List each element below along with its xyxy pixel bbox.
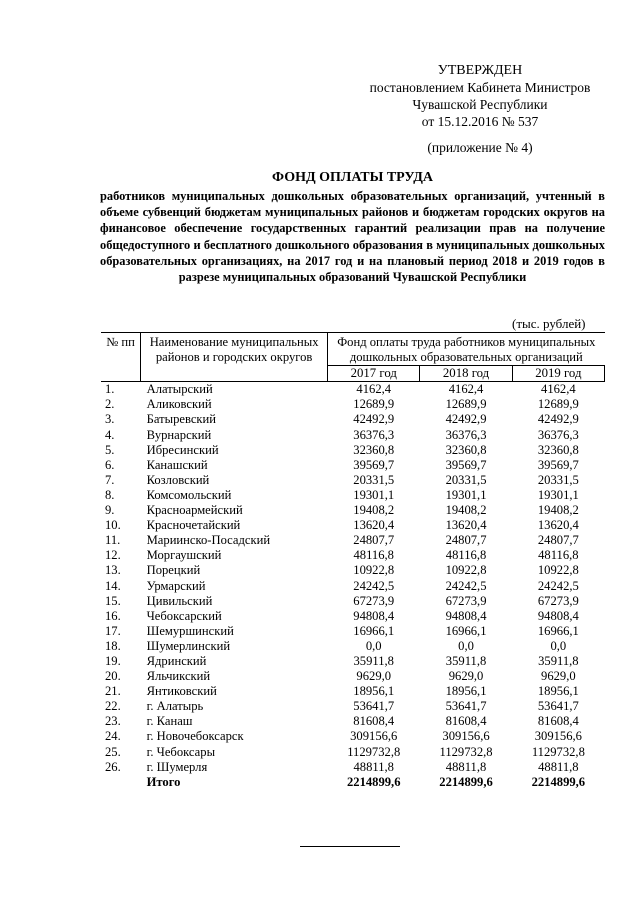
value-2019: 0,0 [550, 638, 567, 653]
row-number: 11. [105, 533, 121, 548]
row-number: 14. [105, 578, 121, 593]
value-2017: 19301,1 [353, 487, 395, 502]
value-2018: 67273,9 [445, 593, 487, 608]
value-2018: 24242,5 [445, 578, 487, 593]
value-2017: 53641,7 [353, 699, 395, 714]
total-2017: 2214899,6 [346, 774, 401, 789]
value-2019: 12689,9 [537, 397, 579, 412]
row-number: 15. [105, 593, 121, 608]
table-row [101, 548, 605, 563]
value-2019: 19301,1 [537, 487, 579, 502]
value-2019: 53641,7 [537, 699, 579, 714]
municipality-name: Цивильский [146, 593, 213, 608]
municipality-name: Батыревский [146, 412, 217, 427]
value-2019: 18956,1 [537, 684, 579, 699]
municipality-name: Яльчикский [146, 669, 211, 684]
value-2018: 53641,7 [445, 699, 487, 714]
value-2018: 39569,7 [445, 457, 487, 472]
value-2019: 48116,8 [538, 548, 579, 563]
value-2019: 39569,7 [537, 457, 579, 472]
table-row [101, 488, 605, 503]
value-2017: 67273,9 [353, 593, 395, 608]
municipality-name: г. Шумерля [146, 759, 208, 774]
table-row [101, 745, 605, 760]
table-row [101, 654, 605, 669]
value-2017: 1129732,8 [347, 744, 401, 759]
value-2019: 94808,4 [537, 608, 579, 623]
value-2019: 36376,3 [537, 427, 579, 442]
table-row [101, 639, 605, 654]
municipality-name: Козловский [146, 472, 210, 487]
row-number: 6. [105, 457, 115, 472]
value-2017: 24807,7 [353, 533, 395, 548]
header-year-2019: 2019 год [512, 366, 604, 382]
table-row [101, 443, 605, 458]
row-number: 13. [105, 563, 121, 578]
table-row [101, 669, 605, 684]
municipality-name: Красночетайский [146, 518, 241, 533]
row-number: 20. [105, 669, 121, 684]
municipality-name: Моргаушский [146, 548, 222, 563]
municipality-name: г. Алатырь [146, 699, 204, 714]
value-2018: 309156,6 [442, 729, 490, 744]
value-2018: 24807,7 [445, 533, 487, 548]
value-2019: 20331,5 [537, 472, 579, 487]
value-2018: 10922,8 [445, 563, 487, 578]
row-number: 9. [105, 503, 115, 518]
table-row [101, 397, 605, 412]
row-number: 23. [105, 714, 121, 729]
row-number: 2. [105, 397, 115, 412]
value-2019: 10922,8 [537, 563, 579, 578]
value-2018: 35911,8 [445, 653, 487, 668]
value-2018: 36376,3 [445, 427, 487, 442]
table-row [101, 684, 605, 699]
value-2017: 24242,5 [353, 578, 395, 593]
row-number: 5. [105, 442, 115, 457]
row-number: 7. [105, 472, 115, 487]
value-2017: 10922,8 [353, 563, 395, 578]
approval-line-1: постановлением Кабинета Министров [369, 80, 591, 95]
value-2017: 18956,1 [353, 684, 395, 699]
value-2017: 36376,3 [353, 427, 395, 442]
value-2018: 4162,4 [448, 382, 484, 397]
row-number: 12. [105, 548, 121, 563]
value-2018: 48116,8 [445, 548, 487, 563]
municipality-name: Шемуршинский [146, 623, 234, 638]
value-2019: 24807,7 [537, 533, 579, 548]
value-2018: 32360,8 [445, 442, 487, 457]
value-2018: 19301,1 [445, 487, 487, 502]
table-row [101, 594, 605, 609]
table-row [101, 579, 605, 594]
units-note: (тыс. рублей) [512, 316, 586, 331]
row-number: 21. [105, 684, 121, 699]
value-2019: 81608,4 [537, 714, 579, 729]
table-row [101, 503, 605, 518]
value-2017: 48116,8 [353, 548, 394, 563]
municipality-name: Янтиковский [146, 684, 217, 699]
row-number: 17. [105, 623, 121, 638]
row-number: 25. [105, 744, 121, 759]
closing-rule [300, 846, 400, 847]
value-2018: 16966,1 [445, 623, 487, 638]
municipality-name: Чебоксарский [146, 608, 222, 623]
value-2018: 48811,8 [445, 759, 487, 774]
municipality-name: Вурнарский [146, 427, 212, 442]
value-2017: 13620,4 [353, 518, 395, 533]
row-number: 18. [105, 638, 121, 653]
approval-heading: УТВЕРЖДЕН [437, 63, 523, 78]
header-year-2017: 2017 год [328, 366, 420, 382]
value-2019: 4162,4 [541, 382, 576, 397]
value-2019: 35911,8 [538, 653, 579, 668]
row-number: 16. [105, 608, 121, 623]
total-label: Итого [146, 774, 181, 789]
value-2019: 16966,1 [537, 623, 579, 638]
appendix-note: (приложение № 4) [427, 140, 533, 155]
value-2018: 0,0 [458, 638, 474, 653]
total-number-cell [101, 775, 141, 790]
table-row [101, 699, 605, 714]
municipality-name: г. Чебоксары [146, 744, 216, 759]
value-2018: 9629,0 [448, 669, 484, 684]
header-fund: Фонд оплаты труда работников муниципальных дошкольных образовательных организаций [328, 333, 605, 366]
table-row [101, 760, 605, 775]
value-2017: 12689,9 [353, 397, 395, 412]
value-2018: 19408,2 [445, 503, 487, 518]
table-row [101, 518, 605, 533]
table-row [101, 609, 605, 624]
value-2017: 32360,8 [353, 442, 395, 457]
header-name: Наименование муниципальных районов и городских округов [141, 333, 328, 382]
table-row [101, 428, 605, 443]
row-number: 24. [105, 729, 121, 744]
municipality-name: Канашский [146, 457, 208, 472]
row-number: 10. [105, 518, 121, 533]
municipality-name: Ибресинский [146, 442, 219, 457]
table-row [101, 624, 605, 639]
municipality-name: г. Новочебоксарск [146, 729, 244, 744]
value-2017: 39569,7 [353, 457, 395, 472]
value-2019: 9629,0 [541, 669, 576, 684]
value-2018: 20331,5 [445, 472, 487, 487]
row-number: 26. [105, 759, 121, 774]
approval-block [360, 62, 600, 130]
value-2017: 35911,8 [353, 653, 394, 668]
total-2019: 2214899,6 [531, 774, 586, 789]
table-row [101, 714, 605, 729]
municipality-name: Шумерлинский [146, 638, 231, 653]
value-2019: 32360,8 [537, 442, 579, 457]
value-2017: 94808,4 [353, 608, 395, 623]
municipality-name: Урмарский [146, 578, 206, 593]
row-number: 8. [105, 487, 115, 502]
value-2017: 42492,9 [353, 412, 395, 427]
municipality-name: Красноармейский [146, 503, 243, 518]
value-2017: 19408,2 [353, 503, 395, 518]
value-2018: 94808,4 [445, 608, 487, 623]
header-number: № пп [101, 333, 141, 382]
approval-line-3: от 15.12.2016 № 537 [421, 114, 539, 129]
value-2018: 42492,9 [445, 412, 487, 427]
value-2017: 48811,8 [353, 759, 394, 774]
total-row [101, 775, 605, 790]
value-2018: 18956,1 [445, 684, 487, 699]
table-row [101, 563, 605, 578]
municipality-name: Комсомольский [146, 487, 232, 502]
table-row [101, 533, 605, 548]
value-2018: 81608,4 [445, 714, 487, 729]
value-2017: 0,0 [365, 638, 382, 653]
municipality-name: Аликовский [146, 397, 212, 412]
table-body [101, 382, 605, 790]
municipality-name: г. Канаш [146, 714, 193, 729]
table-row [101, 458, 605, 473]
municipality-name: Порецкий [146, 563, 201, 578]
municipality-name: Мариинско-Посадский [146, 533, 271, 548]
table-row [101, 729, 605, 744]
table-row [101, 473, 605, 488]
row-number: 22. [105, 699, 121, 714]
value-2017: 4162,4 [356, 382, 392, 397]
value-2017: 20331,5 [353, 472, 395, 487]
title-subtitle: работников муниципальных дошкольных образовательных организаций, учтенный в объеме субвенций бюджетам муниципальных районов и бюджетам городских округов на финансовое обеспечение государственных гарантий реализации прав на получение общедоступного и бесплатного дошкольного образования в муниципальных дошкольных образовательных организациях, на 2017 год и на плановый период 2018 и 2019 годов в разрезе муниципальных образований Чувашской Республики [100, 189, 605, 285]
total-2018: 2214899,6 [439, 774, 493, 789]
value-2019: 309156,6 [534, 729, 582, 744]
table-row [101, 412, 605, 427]
value-2018: 12689,9 [445, 397, 487, 412]
value-2018: 1129732,8 [439, 744, 493, 759]
value-2017: 81608,4 [353, 714, 395, 729]
row-number: 1. [105, 382, 115, 397]
value-2019: 67273,9 [537, 593, 579, 608]
value-2019: 19408,2 [537, 503, 579, 518]
value-2019: 24242,5 [537, 578, 579, 593]
value-2017: 309156,6 [350, 729, 398, 744]
value-2019: 42492,9 [537, 412, 579, 427]
value-2017: 9629,0 [356, 669, 392, 684]
approval-line-2: Чувашской Республики [412, 97, 548, 112]
value-2019: 48811,8 [538, 759, 579, 774]
row-number: 3. [105, 412, 115, 427]
document-title [100, 170, 605, 285]
municipality-name: Алатырский [146, 382, 213, 397]
header-year-2018: 2018 год [420, 366, 512, 382]
fund-table [101, 332, 605, 790]
value-2019: 1129732,8 [531, 744, 585, 759]
value-2017: 16966,1 [353, 623, 395, 638]
row-number: 4. [105, 427, 115, 442]
title-main: ФОНД ОПЛАТЫ ТРУДА [272, 170, 433, 185]
table-row [101, 382, 605, 398]
value-2019: 13620,4 [537, 518, 579, 533]
municipality-name: Ядринский [146, 653, 207, 668]
value-2018: 13620,4 [445, 518, 487, 533]
row-number: 19. [105, 653, 121, 668]
